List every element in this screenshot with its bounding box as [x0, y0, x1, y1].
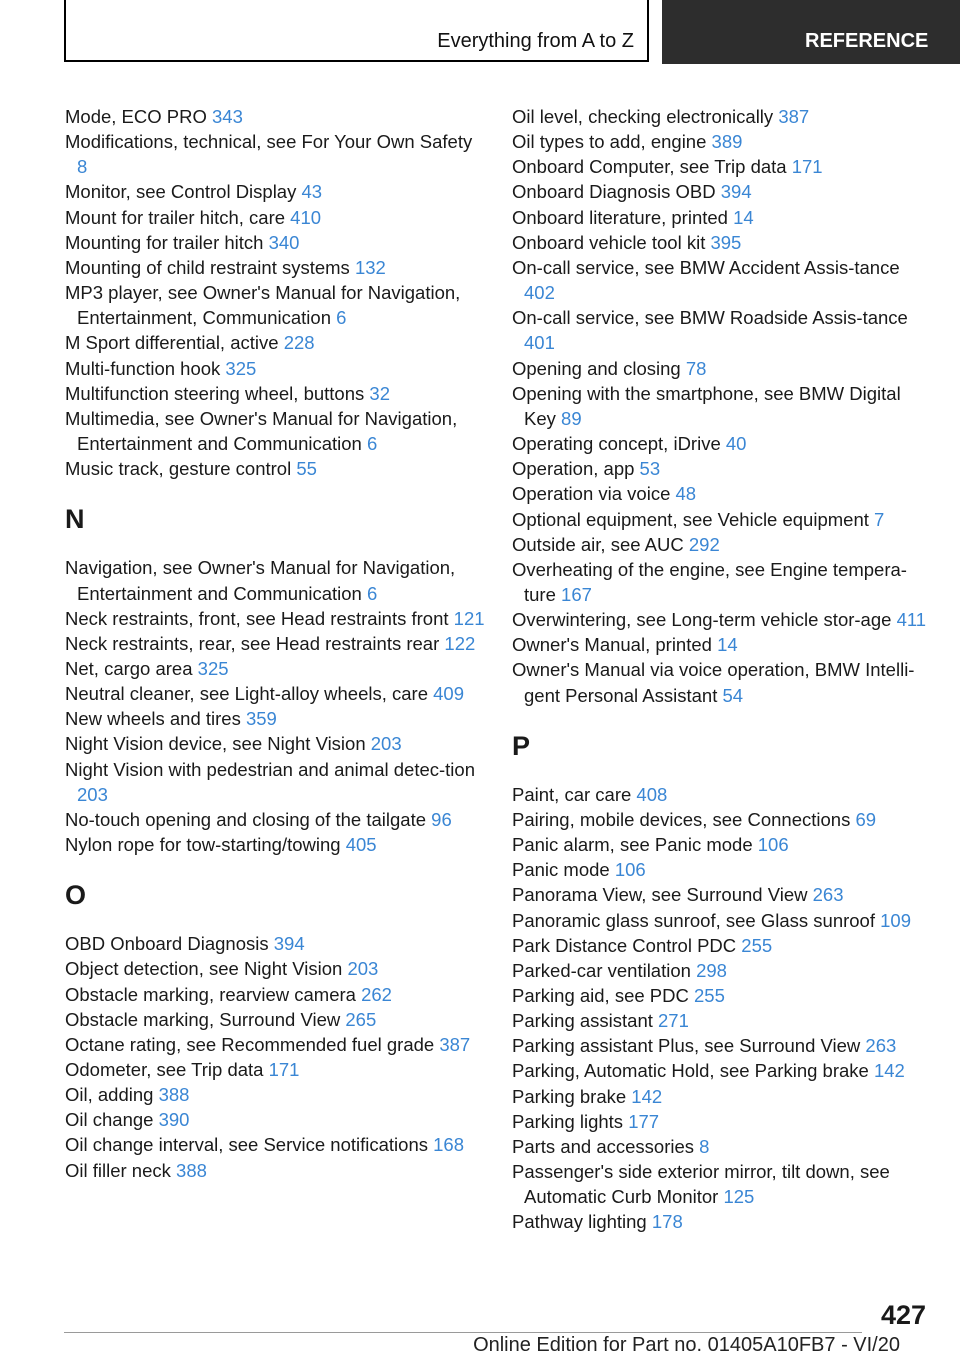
- page-reference-link[interactable]: 32: [369, 382, 390, 404]
- page-reference-link[interactable]: 78: [685, 357, 707, 379]
- page-reference-link[interactable]: 177: [628, 1110, 660, 1132]
- index-entry-text: Parking, Automatic Hold, see Parking brake: [512, 1060, 874, 1082]
- index-entry-text: Operation, app: [512, 458, 640, 480]
- page-reference-link[interactable]: 142: [631, 1085, 663, 1107]
- page-reference-link[interactable]: 263: [812, 884, 844, 906]
- index-entry: [512, 1159, 932, 1209]
- index-entry: [512, 230, 932, 255]
- page-reference-link[interactable]: 121: [453, 607, 485, 629]
- index-entry-text: Parking assistant Plus, see Surround View: [512, 1035, 866, 1057]
- page-reference-link[interactable]: 54: [722, 684, 744, 706]
- index-entry: [512, 882, 932, 907]
- index-entry-text: Navigation, see Owner's Manual for Navigation, Entertainment and Communication: [65, 557, 456, 604]
- page-reference-link[interactable]: 203: [347, 958, 379, 980]
- page-reference-link[interactable]: 167: [561, 583, 592, 605]
- page-reference-link[interactable]: 106: [757, 834, 789, 856]
- index-entry-text: Mode, ECO PRO: [65, 106, 213, 127]
- index-entry-text: New wheels and tires: [65, 708, 246, 730]
- page-reference-link[interactable]: 411: [896, 609, 927, 631]
- index-entry: [512, 507, 932, 532]
- page-reference-link[interactable]: 401: [524, 332, 555, 354]
- index-entry-text: Oil, adding: [65, 1084, 159, 1106]
- page-reference-link[interactable]: 343: [212, 106, 243, 127]
- index-entry-text: No-touch opening and closing of the tailgate: [65, 808, 432, 830]
- page-reference-link[interactable]: 265: [345, 1008, 377, 1030]
- page-reference-link[interactable]: 340: [268, 231, 300, 253]
- index-entry: [512, 129, 932, 154]
- page-reference-link[interactable]: 178: [651, 1211, 683, 1233]
- index-entry: [512, 657, 932, 707]
- index-entry: [512, 908, 932, 933]
- index-entry: [65, 280, 485, 330]
- index-entry-text: Optional equipment, see Vehicle equipment: [512, 508, 875, 530]
- index-entry: [65, 205, 485, 230]
- page-reference-link[interactable]: 405: [345, 834, 377, 856]
- index-entry-text: Oil change: [65, 1109, 159, 1131]
- index-entry: [65, 982, 485, 1007]
- index-entry-text: M Sport differential, active: [65, 332, 284, 354]
- index-entry: [65, 1057, 485, 1082]
- index-entry-text: Nylon rope for tow-starting/towing: [65, 834, 346, 856]
- index-entry: [512, 557, 932, 607]
- page-reference-link[interactable]: 40: [725, 433, 747, 455]
- page-reference-link[interactable]: 203: [370, 733, 402, 755]
- index-entry-text: Multifunction steering wheel, buttons: [65, 382, 370, 404]
- index-entry: [512, 1084, 932, 1109]
- page-reference-link[interactable]: 203: [77, 783, 108, 805]
- index-entry-text: Odometer, see Trip data: [65, 1059, 269, 1080]
- section-letter: O: [65, 880, 87, 911]
- index-entry: [512, 1058, 932, 1083]
- index-entry-text: Neck restraints, rear, see Head restraints rear: [65, 632, 445, 654]
- page-reference-link[interactable]: 387: [778, 106, 810, 127]
- page-reference-link[interactable]: 298: [696, 959, 727, 981]
- page-reference-link[interactable]: 359: [245, 708, 277, 730]
- index-entry-text: Parts and accessories: [512, 1135, 700, 1157]
- index-entry: [512, 1134, 932, 1159]
- page-reference-link[interactable]: 43: [301, 181, 323, 203]
- index-entry-text: Panoramic glass sunroof, see Glass sunroof: [512, 909, 881, 931]
- index-entry-text: Night Vision with pedestrian and animal detec‐tion: [65, 758, 475, 780]
- index-entry-text: Neck restraints, front, see Head restraints front: [65, 607, 454, 629]
- index-entry-text: On-call service, see BMW Roadside Assis‐tance: [512, 307, 908, 329]
- index-entry: [512, 782, 932, 807]
- index-entry: [65, 606, 485, 631]
- page-reference-link[interactable]: 409: [433, 683, 465, 705]
- index-entry: [65, 807, 485, 832]
- page-reference-link[interactable]: 122: [444, 632, 476, 654]
- page-reference-link[interactable]: 171: [268, 1059, 300, 1080]
- index-entry: [512, 305, 932, 355]
- page-reference-link[interactable]: 394: [720, 181, 752, 203]
- index-entry: [512, 104, 932, 129]
- index-entry-text: Oil change interval, see Service notifications: [65, 1134, 434, 1156]
- index-entry: [512, 255, 932, 305]
- page-reference-link[interactable]: 388: [176, 1159, 207, 1181]
- index-entry: [512, 356, 932, 381]
- page-reference-link[interactable]: 55: [296, 458, 317, 480]
- index-entry-text: Parking assistant: [512, 1010, 659, 1032]
- page-reference-link[interactable]: 255: [741, 934, 773, 956]
- index-entry: [65, 330, 485, 355]
- index-entry: [512, 983, 932, 1008]
- page-reference-link[interactable]: 8: [77, 156, 88, 178]
- index-entry-text: Passenger's side exterior mirror, tilt down, see Automatic Curb Monitor: [512, 1161, 890, 1208]
- index-entry-text: Mounting for trailer hitch: [65, 231, 269, 253]
- index-entry: [512, 607, 932, 632]
- page-reference-link[interactable]: 262: [361, 983, 392, 1005]
- index-entry-text: Obstacle marking, Surround View: [65, 1008, 346, 1030]
- index-entry-text: Parking aid, see PDC: [512, 985, 695, 1006]
- index-entry-text: Pairing, mobile devices, see Connections: [512, 808, 856, 830]
- footer-divider: [64, 1332, 862, 1333]
- index-entry-text: Parked-car ventilation: [512, 959, 697, 981]
- index-entry: [65, 731, 485, 756]
- index-entry-text: Onboard Diagnosis OBD: [512, 181, 721, 203]
- index-entry: [65, 681, 485, 706]
- index-entry: [512, 807, 932, 832]
- page-reference-link[interactable]: 263: [865, 1035, 897, 1057]
- index-entry-text: Monitor, see Control Display: [65, 181, 302, 203]
- page-reference-link[interactable]: 125: [723, 1186, 755, 1208]
- index-entry-text: Net, cargo area: [65, 657, 198, 679]
- page-reference-link[interactable]: 408: [636, 783, 668, 805]
- page-reference-link[interactable]: 168: [433, 1134, 465, 1156]
- page-reference-link[interactable]: 89: [561, 407, 582, 429]
- index-entry-text: Overheating of the engine, see Engine tempera‐ture: [512, 558, 907, 605]
- index-entry-text: Onboard literature, printed: [512, 206, 734, 228]
- index-entry: [65, 832, 485, 857]
- page-reference-link[interactable]: 325: [225, 357, 257, 379]
- index-entry: [65, 179, 485, 204]
- page-reference-link[interactable]: 410: [290, 206, 322, 228]
- header-title: Everything from A to Z: [437, 30, 634, 52]
- page-reference-link[interactable]: 132: [354, 256, 386, 278]
- index-entry: [512, 481, 932, 506]
- index-entry: [65, 1132, 485, 1157]
- page-reference-link[interactable]: 6: [336, 307, 347, 329]
- section-letter: N: [65, 504, 85, 535]
- index-entry-text: Octane rating, see Recommended fuel grade: [65, 1033, 440, 1055]
- index-entry: [65, 1082, 485, 1107]
- page-reference-link[interactable]: 6: [366, 433, 378, 455]
- page-reference-link[interactable]: 14: [717, 634, 738, 656]
- index-entry-text: Mounting of child restraint systems: [65, 256, 355, 278]
- page-reference-link[interactable]: 171: [791, 156, 823, 178]
- page-reference-link[interactable]: 69: [855, 808, 877, 830]
- page-number: 427: [880, 1300, 926, 1330]
- page-reference-link[interactable]: 402: [524, 282, 555, 304]
- page-reference-link[interactable]: 228: [283, 332, 315, 354]
- page-reference-link[interactable]: 255: [694, 985, 725, 1006]
- index-entry-text: Night Vision device, see Night Vision: [65, 733, 371, 755]
- header-section-label: REFERENCE: [805, 30, 929, 52]
- index-column-left: [65, 104, 485, 1183]
- page-reference-link[interactable]: 14: [733, 206, 754, 228]
- index-entry: [65, 456, 485, 481]
- index-entry: [65, 931, 485, 956]
- index-entry-text: Music track, gesture control: [65, 458, 297, 480]
- index-entry: [65, 656, 485, 681]
- page-reference-link[interactable]: 292: [688, 533, 720, 555]
- index-entry: [65, 406, 485, 456]
- index-entry: [512, 857, 932, 882]
- index-entry-text: Onboard vehicle tool kit: [512, 231, 711, 253]
- index-entry: [65, 555, 485, 605]
- index-entry-text: Opening with the smartphone, see BMW Digital Key: [512, 382, 901, 429]
- footer-edition: Online Edition for Part no. 01405A10FB7 - VI/20: [473, 1334, 900, 1356]
- index-entry: [65, 1158, 485, 1183]
- index-entry: [65, 230, 485, 255]
- index-entry: [65, 1032, 485, 1057]
- index-entry-text: Panic mode: [512, 859, 615, 881]
- index-entry-text: Paint, car care: [512, 783, 637, 805]
- index-entry: [65, 104, 485, 129]
- index-entry-text: Obstacle marking, rearview camera: [65, 983, 362, 1005]
- page-reference-link[interactable]: 394: [273, 933, 305, 955]
- index-entry-text: Park Distance Control PDC: [512, 934, 742, 956]
- page-reference-link[interactable]: 271: [658, 1010, 689, 1032]
- index-entry-text: Modifications, technical, see For Your Own Safety: [65, 131, 473, 153]
- page-reference-link[interactable]: 48: [675, 483, 697, 505]
- index-entry: [512, 456, 932, 481]
- index-entry-text: Panorama View, see Surround View: [512, 884, 813, 906]
- index-entry: [65, 381, 485, 406]
- index-entry-text: Oil types to add, engine: [512, 131, 712, 153]
- index-entry-text: Neutral cleaner, see Light-alloy wheels, care: [65, 683, 434, 705]
- page-reference-link[interactable]: 395: [710, 231, 742, 253]
- index-entry-text: Operation via voice: [512, 483, 676, 505]
- index-entry-text: Object detection, see Night Vision: [65, 958, 348, 980]
- page-reference-link[interactable]: 388: [158, 1084, 190, 1106]
- index-entry-text: Parking lights: [512, 1110, 629, 1132]
- index-entry: [512, 933, 932, 958]
- index-entry-text: Pathway lighting: [512, 1211, 652, 1233]
- page-reference-link[interactable]: 106: [614, 859, 646, 881]
- page-reference-link[interactable]: 387: [439, 1033, 471, 1055]
- index-entry: [65, 631, 485, 656]
- index-entry: [65, 956, 485, 981]
- index-entry: [512, 1209, 932, 1234]
- index-column-right: [512, 104, 932, 1235]
- index-entry: [65, 757, 485, 807]
- index-entry-text: On-call service, see BMW Accident Assis‐tance: [512, 256, 900, 278]
- index-entry-text: MP3 player, see Owner's Manual for Navigation, Entertainment, Communication: [65, 282, 461, 329]
- index-entry: [65, 356, 485, 381]
- index-entry-text: Multimedia, see Owner's Manual for Navigation, Entertainment and Communication: [65, 407, 458, 455]
- index-entry: [65, 129, 485, 179]
- index-entry: [512, 205, 932, 230]
- index-entry: [512, 632, 932, 657]
- index-entry: [512, 1008, 932, 1033]
- index-entry-text: OBD Onboard Diagnosis: [65, 933, 274, 955]
- index-entry: [512, 958, 932, 983]
- index-entry-text: Mount for trailer hitch, care: [65, 206, 291, 228]
- index-entry: [512, 1033, 932, 1058]
- section-letter: P: [512, 730, 531, 761]
- index-entry-text: Oil level, checking electronically: [512, 106, 779, 127]
- index-entry: [512, 1109, 932, 1134]
- page-reference-link[interactable]: 96: [431, 808, 452, 830]
- index-entry: [512, 381, 932, 431]
- page-reference-link[interactable]: 6: [366, 582, 378, 604]
- index-entry-text: Overwintering, see Long-term vehicle stor‐age: [512, 609, 897, 631]
- index-entry-text: Multi-function hook: [65, 357, 226, 379]
- page-reference-link[interactable]: 7: [874, 508, 885, 530]
- page-reference-link[interactable]: 142: [873, 1060, 905, 1082]
- index-entry-text: Panic alarm, see Panic mode: [512, 834, 758, 856]
- page-reference-link[interactable]: 53: [639, 458, 661, 480]
- index-entry: [512, 154, 932, 179]
- index-entry: [512, 832, 932, 857]
- index-entry: [65, 1007, 485, 1032]
- index-entry: [65, 255, 485, 280]
- page-reference-link[interactable]: 389: [711, 131, 743, 153]
- index-entry-text: Operating concept, iDrive: [512, 433, 726, 455]
- page-reference-link[interactable]: 325: [197, 657, 229, 679]
- index-entry-text: Onboard Computer, see Trip data: [512, 156, 792, 178]
- index-entry-text: Outside air, see AUC: [512, 533, 689, 555]
- index-entry-text: Owner's Manual, printed: [512, 634, 718, 656]
- index-entry-text: Parking brake: [512, 1085, 632, 1107]
- index-entry: [512, 532, 932, 557]
- page-reference-link[interactable]: 390: [158, 1109, 190, 1131]
- index-entry: [512, 179, 932, 204]
- index-entry-text: Oil filler neck: [65, 1159, 177, 1181]
- page-reference-link[interactable]: 8: [699, 1135, 710, 1157]
- index-entry: [65, 1107, 485, 1132]
- index-entry-text: Opening and closing: [512, 357, 686, 379]
- index-entry: [512, 431, 932, 456]
- index-entry: [65, 706, 485, 731]
- page-reference-link[interactable]: 109: [880, 909, 911, 931]
- index-entry-text: Owner's Manual via voice operation, BMW Intelli‐gent Personal Assistant: [512, 659, 915, 706]
